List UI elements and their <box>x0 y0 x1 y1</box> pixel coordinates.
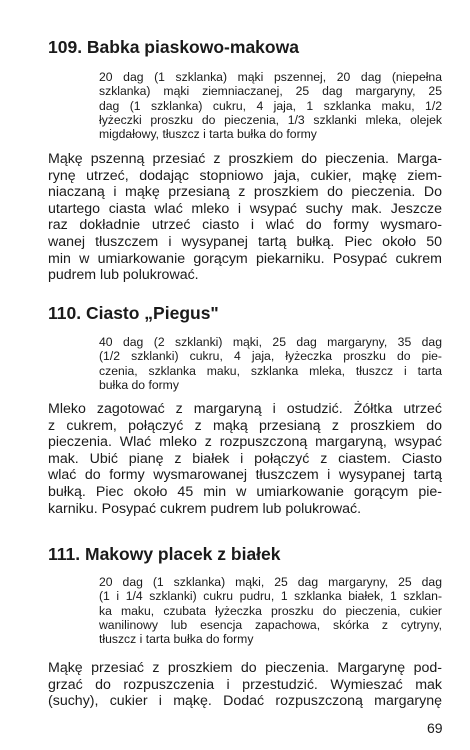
method-line: mak. Ubić pianę z białek i połączyć z ciastem. Ciasto <box>48 450 442 467</box>
method-line: niaczaną i mąkę przesianą z proszkiem do pieczenia. Do <box>48 184 442 201</box>
page-number: 69 <box>427 720 443 736</box>
ingredients-line: 40 dag (2 szklanki) mąki, 25 dag margaryny, 35 dag <box>99 335 442 349</box>
ingredients-line: (1 i 1/4 szklanki) cukru pudru, 1 szklanka białek, 1 szklan- <box>99 589 442 604</box>
recipe-title-111: 111. Makowy placek z białek <box>48 544 281 564</box>
ingredients-line: bułka do formy <box>99 377 179 392</box>
recipe-method-111 <box>48 660 442 710</box>
ingredients-line: szklanka) mąki ziemniaczanej, 25 dag margaryny, 25 <box>99 84 442 99</box>
ingredients-line: (1/2 szklanki) cukru, 4 jaja, łyżeczka proszku do pie- <box>99 349 442 364</box>
method-line: raz dokładnie utrzeć ciasto i wlać do formy wysmaro- <box>48 217 442 234</box>
recipe-method-109 <box>48 151 442 284</box>
method-line: z cukrem, połączyć z mąką przesianą z proszkiem do <box>48 417 442 434</box>
ingredients-line: dag (1 szklanka) cukru, 4 jaja, 1 szklanka maku, 1/2 <box>99 98 442 113</box>
method-line: pieczenia. Wlać mleko z rozpuszczoną margaryną, wsypać <box>48 434 442 451</box>
method-line: grzać do rozpuszczenia i przestudzić. Wymieszać mak <box>48 676 442 693</box>
recipe-ingredients-109 <box>99 70 442 141</box>
recipe-title-110: 110. Ciasto „Piegus" <box>48 303 219 323</box>
method-line: min w umiarkowanie gorącym piekarniku. Posypać cukrem <box>48 250 442 267</box>
ingredients-line: łyżeczki proszku do pieczenia, 1/3 szklanki mleka, olejek <box>99 112 442 127</box>
method-line: Mąkę pszenną przesiać z proszkiem do pieczenia. Marga- <box>48 151 442 167</box>
recipe-title-109: 109. Babka piaskowo-makowa <box>48 37 299 57</box>
ingredients-line: czenia, szklanka maku, szklanka mleka, tłuszcz i tarta <box>99 363 442 378</box>
method-line: wlać do formy wysmarowanej tłuszczem i wysypanej tartą <box>48 467 442 484</box>
ingredients-line: 20 dag (1 szklanka) mąki pszennej, 20 dag (niepełna <box>99 70 442 84</box>
recipe-ingredients-111 <box>99 575 442 646</box>
method-line: utartego ciasta wlać mleko i wsypać suchy mak. Jeszcze <box>48 200 442 217</box>
method-line: Mąkę przesiać z proszkiem do pieczenia. Margarynę pod- <box>48 660 442 676</box>
method-line: rynę utrzeć, dodając stopniowo jaja, cukier, mąkę ziem- <box>48 167 442 184</box>
method-line: (suchy), cukier i mąkę. Dodać rozpuszczoną margarynę <box>48 693 442 710</box>
method-line: wanej tłuszczem i wysypanej tartą bułką. Piec około 50 <box>48 233 442 250</box>
method-line: pudrem lub polukrować. <box>48 267 199 284</box>
recipe-ingredients-110 <box>99 335 442 392</box>
method-line: Mleko zagotować z margaryną i ostudzić. Żółtka utrzeć <box>48 401 442 417</box>
ingredients-line: wanilinowy lub esencja zapachowa, skórka z cytryny, <box>99 617 442 632</box>
recipe-method-110 <box>48 401 442 517</box>
method-line: karniku. Posypać cukrem pudrem lub polukrować. <box>48 500 362 517</box>
ingredients-line: ka maku, czubata łyżeczka proszku do pieczenia, cukier <box>99 603 442 618</box>
ingredients-line: 20 dag (1 szklanka) mąki, 25 dag margaryny, 25 dag <box>99 575 442 589</box>
method-line: bułką. Piec około 45 min w umiarkowanie gorącym pie- <box>48 483 442 500</box>
ingredients-line: migdałowy, tłuszcz i tarta bułka do formy <box>99 127 317 142</box>
ingredients-line: tłuszcz i tarta bułka do formy <box>99 632 254 647</box>
